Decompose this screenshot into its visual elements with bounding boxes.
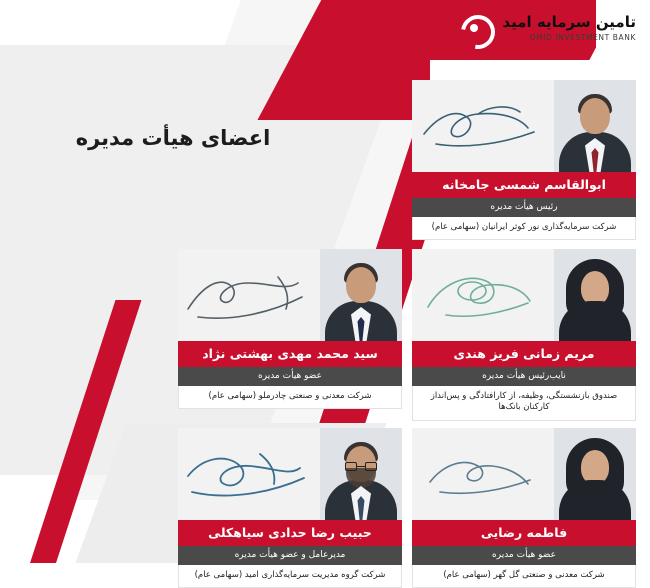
brand-logo (454, 8, 636, 48)
member-card (412, 428, 636, 588)
member-organization: شرکت گروه مدیریت سرمایه‌گذاری امید (سهامی عام) (178, 565, 402, 588)
page-title: اعضای هیأت مدیره (75, 126, 271, 150)
portrait-man-glasses-beard (320, 428, 402, 520)
portrait-woman-hijab (554, 428, 636, 520)
brand-name-fa: تامین سرمایه امید (502, 12, 636, 31)
member-role: مدیرعامل و عضو هیأت مدیره (178, 546, 402, 565)
member-name: حبیب رضا حدادی سیاهکلی (178, 520, 402, 546)
glasses-icon (345, 462, 377, 471)
handwritten-signature (182, 257, 312, 333)
member-card (412, 80, 636, 240)
member-name: فاطمه رضایی (412, 520, 636, 546)
member-name: سید محمد مهدی بهشتی نژاد (178, 341, 402, 367)
member-role: نایب‌رئیس هیأت مدیره (412, 367, 636, 386)
member-organization: شرکت سرمایه‌گذاری نور کوثر ایرانیان (سهامی عام) (412, 217, 636, 240)
member-photo-row (178, 249, 402, 341)
member-organization: شرکت معدنی و صنعتی چادرملو (سهامی عام) (178, 386, 402, 409)
member-card (178, 428, 402, 588)
member-photo-row (412, 249, 636, 341)
handwritten-signature (416, 436, 546, 512)
handwritten-signature (416, 88, 546, 164)
omid-swirl-logo-icon (454, 8, 494, 48)
member-organization: صندوق بازنشستگی، وظیفه، از کارافتادگی و پس‌انداز کارکنان بانک‌ها (412, 386, 636, 421)
portrait-man-suit (320, 249, 402, 341)
handwritten-signature (416, 257, 546, 333)
portrait-woman-hijab (554, 249, 636, 341)
page-header (0, 0, 650, 62)
handwritten-signature (182, 436, 312, 512)
member-name: مریم زمانی فریز هندی (412, 341, 636, 367)
member-photo-row (178, 428, 402, 520)
member-organization: شرکت معدنی و صنعتی گل گهر (سهامی عام) (412, 565, 636, 588)
brand-name-en: OMID INVESTMENT BANK (529, 32, 636, 42)
brand-text (502, 14, 636, 43)
member-role: عضو هیأت مدیره (412, 546, 636, 565)
member-card (412, 249, 636, 421)
member-name: ابوالقاسم شمسی جامخانه (412, 172, 636, 198)
member-role: عضو هیأت مدیره (178, 367, 402, 386)
member-photo-row (412, 80, 636, 172)
member-photo-row (412, 428, 636, 520)
portrait-man-suit-tie (554, 80, 636, 172)
member-card (178, 249, 402, 409)
member-role: رئیس هیأت مدیره (412, 198, 636, 217)
